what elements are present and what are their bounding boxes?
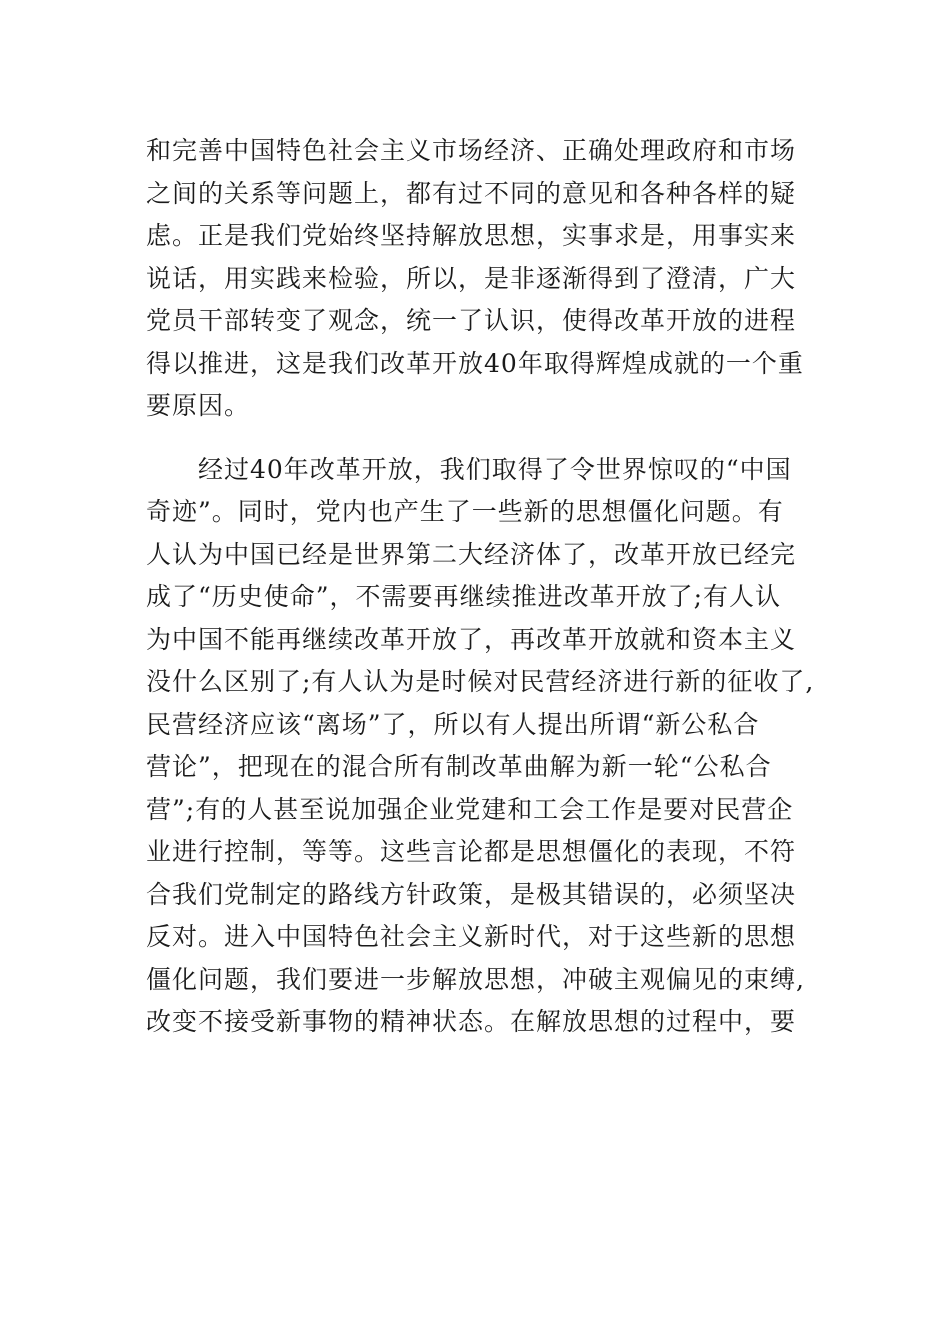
text-line: 人认为中国已经是世界第二大经济体了，改革开放已经完 xyxy=(146,539,797,569)
text-line: 没什么区别了;有人认为是时候对民营经济进行新的征收了, xyxy=(146,667,815,696)
text-line: 为中国不能再继续改革开放了，再改革开放就和资本主义 xyxy=(146,624,797,654)
text-line: 业进行控制，等等。这些言论都是思想僵化的表现，不符 xyxy=(146,837,797,866)
paragraph-2 xyxy=(146,449,815,1087)
text-line: 奇迹”。同时，党内也产生了一些新的思想僵化问题。有 xyxy=(146,497,784,526)
text-line: 党员干部转变了观念，统一了认识，使得改革开放的进程 xyxy=(146,306,797,335)
text-line: 得以推进，这是我们改革开放40年取得辉煌成就的一个重 xyxy=(146,348,804,378)
text-line-indented: 经过40年改革开放，我们取得了令世界惊叹的“中国 xyxy=(198,454,792,484)
text-line: 僵化问题，我们要进一步解放思想，冲破主观偏见的束缚, xyxy=(146,964,805,994)
text-line: 成了“历史使命”，不需要再继续推进改革开放了;有人认 xyxy=(146,582,781,611)
paragraph-1 xyxy=(146,130,806,428)
text-line: 和完善中国特色社会主义市场经济、正确处理政府和市场 xyxy=(146,136,797,165)
text-line: 反对。进入中国特色社会主义新时代，对于这些新的思想 xyxy=(146,922,797,951)
text-line: 营”;有的人甚至说加强企业党建和工会工作是要对民营企 xyxy=(146,794,794,824)
text-line: 营论”，把现在的混合所有制改革曲解为新一轮“公私合 xyxy=(146,752,772,781)
document-body xyxy=(146,130,815,1086)
text-line: 之间的关系等问题上，都有过不同的意见和各种各样的疑 xyxy=(146,178,797,208)
text-line: 虑。正是我们党始终坚持解放思想，实事求是，用事实来 xyxy=(146,221,797,250)
text-line: 合我们党制定的路线方针政策，是极其错误的，必须坚决 xyxy=(146,879,797,909)
text-line: 改变不接受新事物的精神状态。在解放思想的过程中，要 xyxy=(146,1007,797,1036)
text-line: 说话，用实践来检验，所以，是非逐渐得到了澄清，广大 xyxy=(146,263,797,293)
text-line xyxy=(146,1044,806,1087)
text-line: 民营经济应该“离场”了，所以有人提出所谓“新公私合 xyxy=(146,709,760,739)
text-line: 要原因。 xyxy=(146,391,251,420)
